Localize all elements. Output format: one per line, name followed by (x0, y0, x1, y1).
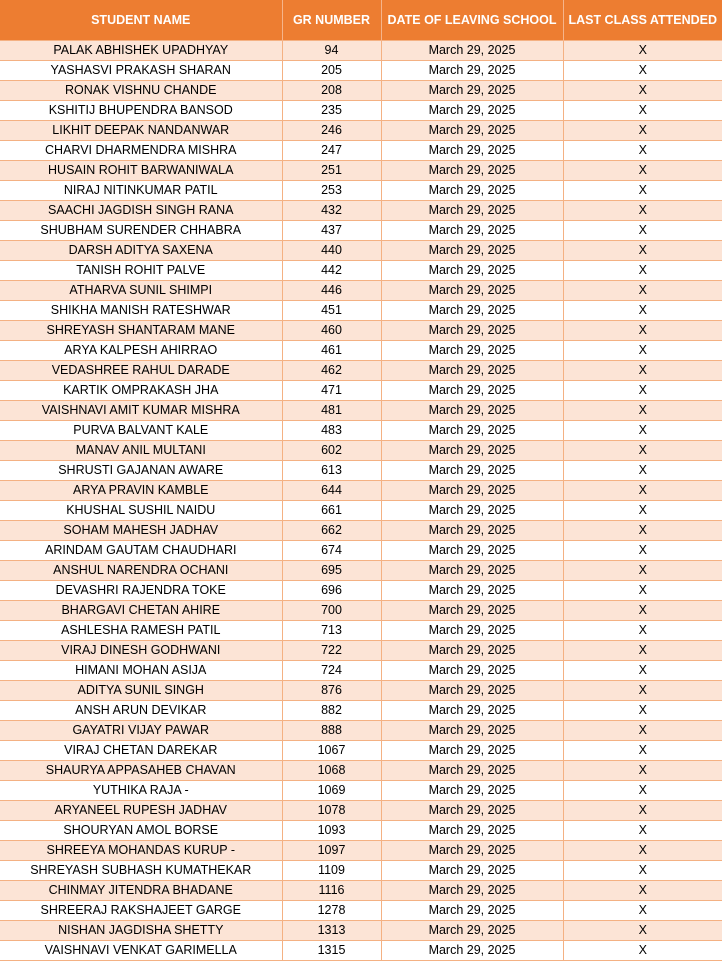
header-student-name: STUDENT NAME (0, 0, 282, 41)
cell-date-of-leaving: March 29, 2025 (381, 861, 563, 881)
table-row (0, 361, 722, 381)
cell-last-class-attended: X (563, 101, 722, 121)
cell-gr-number: 1313 (282, 921, 381, 941)
cell-date-of-leaving: March 29, 2025 (381, 701, 563, 721)
table-row (0, 121, 722, 141)
cell-student-name: LIKHIT DEEPAK NANDANWAR (0, 121, 282, 141)
cell-date-of-leaving: March 29, 2025 (381, 801, 563, 821)
cell-date-of-leaving: March 29, 2025 (381, 761, 563, 781)
cell-student-name: DARSH ADITYA SAXENA (0, 241, 282, 261)
cell-date-of-leaving: March 29, 2025 (381, 601, 563, 621)
cell-gr-number: 876 (282, 681, 381, 701)
cell-last-class-attended: X (563, 381, 722, 401)
cell-student-name: SHREYASH SUBHASH KUMATHEKAR (0, 861, 282, 881)
cell-last-class-attended: X (563, 201, 722, 221)
cell-gr-number: 1069 (282, 781, 381, 801)
cell-last-class-attended: X (563, 821, 722, 841)
cell-student-name: VIRAJ CHETAN DAREKAR (0, 741, 282, 761)
cell-gr-number: 1109 (282, 861, 381, 881)
cell-student-name: VAISHNAVI VENKAT GARIMELLA (0, 941, 282, 961)
table-row (0, 501, 722, 521)
cell-last-class-attended: X (563, 141, 722, 161)
table-row (0, 741, 722, 761)
cell-gr-number: 1067 (282, 741, 381, 761)
cell-date-of-leaving: March 29, 2025 (381, 281, 563, 301)
cell-gr-number: 613 (282, 461, 381, 481)
cell-gr-number: 94 (282, 41, 381, 61)
table-row (0, 41, 722, 61)
table-row (0, 541, 722, 561)
cell-date-of-leaving: March 29, 2025 (381, 641, 563, 661)
cell-gr-number: 253 (282, 181, 381, 201)
cell-gr-number: 602 (282, 441, 381, 461)
cell-date-of-leaving: March 29, 2025 (381, 221, 563, 241)
table-row (0, 481, 722, 501)
cell-gr-number: 722 (282, 641, 381, 661)
table-row (0, 821, 722, 841)
cell-student-name: VEDASHREE RAHUL DARADE (0, 361, 282, 381)
cell-last-class-attended: X (563, 541, 722, 561)
cell-date-of-leaving: March 29, 2025 (381, 581, 563, 601)
cell-date-of-leaving: March 29, 2025 (381, 921, 563, 941)
cell-last-class-attended: X (563, 601, 722, 621)
cell-date-of-leaving: March 29, 2025 (381, 481, 563, 501)
cell-student-name: SHRUSTI GAJANAN AWARE (0, 461, 282, 481)
table-row (0, 941, 722, 961)
cell-gr-number: 1097 (282, 841, 381, 861)
cell-last-class-attended: X (563, 921, 722, 941)
cell-last-class-attended: X (563, 761, 722, 781)
cell-date-of-leaving: March 29, 2025 (381, 241, 563, 261)
table-row (0, 161, 722, 181)
cell-gr-number: 1278 (282, 901, 381, 921)
table-row (0, 661, 722, 681)
cell-student-name: YUTHIKA RAJA - (0, 781, 282, 801)
cell-date-of-leaving: March 29, 2025 (381, 261, 563, 281)
cell-last-class-attended: X (563, 361, 722, 381)
cell-date-of-leaving: March 29, 2025 (381, 841, 563, 861)
cell-gr-number: 1093 (282, 821, 381, 841)
cell-gr-number: 246 (282, 121, 381, 141)
cell-gr-number: 481 (282, 401, 381, 421)
table-row (0, 261, 722, 281)
cell-date-of-leaving: March 29, 2025 (381, 521, 563, 541)
header-date-of-leaving: DATE OF LEAVING SCHOOL (381, 0, 563, 41)
cell-last-class-attended: X (563, 801, 722, 821)
cell-gr-number: 1068 (282, 761, 381, 781)
cell-student-name: KHUSHAL SUSHIL NAIDU (0, 501, 282, 521)
cell-date-of-leaving: March 29, 2025 (381, 461, 563, 481)
cell-last-class-attended: X (563, 341, 722, 361)
cell-last-class-attended: X (563, 41, 722, 61)
cell-last-class-attended: X (563, 701, 722, 721)
table-row (0, 141, 722, 161)
table-row (0, 521, 722, 541)
cell-student-name: ARYA KALPESH AHIRRAO (0, 341, 282, 361)
table-row (0, 61, 722, 81)
cell-gr-number: 695 (282, 561, 381, 581)
table-row (0, 461, 722, 481)
cell-date-of-leaving: March 29, 2025 (381, 881, 563, 901)
cell-last-class-attended: X (563, 861, 722, 881)
cell-date-of-leaving: March 29, 2025 (381, 421, 563, 441)
table-row (0, 781, 722, 801)
cell-date-of-leaving: March 29, 2025 (381, 341, 563, 361)
cell-student-name: SHREYASH SHANTARAM MANE (0, 321, 282, 341)
cell-date-of-leaving: March 29, 2025 (381, 821, 563, 841)
cell-last-class-attended: X (563, 681, 722, 701)
cell-gr-number: 661 (282, 501, 381, 521)
table-row (0, 401, 722, 421)
cell-last-class-attended: X (563, 441, 722, 461)
cell-date-of-leaving: March 29, 2025 (381, 61, 563, 81)
cell-student-name: ADITYA SUNIL SINGH (0, 681, 282, 701)
cell-student-name: NISHAN JAGDISHA SHETTY (0, 921, 282, 941)
cell-date-of-leaving: March 29, 2025 (381, 301, 563, 321)
cell-date-of-leaving: March 29, 2025 (381, 161, 563, 181)
cell-gr-number: 461 (282, 341, 381, 361)
cell-gr-number: 446 (282, 281, 381, 301)
cell-last-class-attended: X (563, 481, 722, 501)
cell-date-of-leaving: March 29, 2025 (381, 681, 563, 701)
table-row (0, 581, 722, 601)
cell-date-of-leaving: March 29, 2025 (381, 621, 563, 641)
cell-student-name: SHAURYA APPASAHEB CHAVAN (0, 761, 282, 781)
cell-student-name: KARTIK OMPRAKASH JHA (0, 381, 282, 401)
cell-student-name: SOHAM MAHESH JADHAV (0, 521, 282, 541)
cell-student-name: KSHITIJ BHUPENDRA BANSOD (0, 101, 282, 121)
table-row (0, 841, 722, 861)
table-row (0, 341, 722, 361)
cell-date-of-leaving: March 29, 2025 (381, 441, 563, 461)
cell-last-class-attended: X (563, 841, 722, 861)
cell-student-name: ASHLESHA RAMESH PATIL (0, 621, 282, 641)
cell-date-of-leaving: March 29, 2025 (381, 901, 563, 921)
cell-gr-number: 1315 (282, 941, 381, 961)
cell-student-name: VIRAJ DINESH GODHWANI (0, 641, 282, 661)
cell-gr-number: 882 (282, 701, 381, 721)
cell-last-class-attended: X (563, 81, 722, 101)
cell-last-class-attended: X (563, 561, 722, 581)
cell-last-class-attended: X (563, 321, 722, 341)
cell-date-of-leaving: March 29, 2025 (381, 941, 563, 961)
cell-last-class-attended: X (563, 221, 722, 241)
cell-date-of-leaving: March 29, 2025 (381, 201, 563, 221)
cell-last-class-attended: X (563, 261, 722, 281)
cell-last-class-attended: X (563, 941, 722, 961)
cell-last-class-attended: X (563, 61, 722, 81)
cell-student-name: PALAK ABHISHEK UPADHYAY (0, 41, 282, 61)
table-row (0, 241, 722, 261)
table-row (0, 701, 722, 721)
cell-gr-number: 437 (282, 221, 381, 241)
cell-gr-number: 442 (282, 261, 381, 281)
cell-last-class-attended: X (563, 581, 722, 601)
table-row (0, 921, 722, 941)
header-row (0, 0, 722, 41)
cell-last-class-attended: X (563, 501, 722, 521)
cell-date-of-leaving: March 29, 2025 (381, 41, 563, 61)
cell-date-of-leaving: March 29, 2025 (381, 101, 563, 121)
cell-gr-number: 251 (282, 161, 381, 181)
cell-student-name: RONAK VISHNU CHANDE (0, 81, 282, 101)
cell-gr-number: 462 (282, 361, 381, 381)
cell-date-of-leaving: March 29, 2025 (381, 321, 563, 341)
cell-gr-number: 235 (282, 101, 381, 121)
table-row (0, 101, 722, 121)
cell-last-class-attended: X (563, 621, 722, 641)
cell-gr-number: 644 (282, 481, 381, 501)
cell-student-name: BHARGAVI CHETAN AHIRE (0, 601, 282, 621)
cell-student-name: SHOURYAN AMOL BORSE (0, 821, 282, 841)
cell-student-name: SHREERAJ RAKSHAJEET GARGE (0, 901, 282, 921)
table-header (0, 0, 722, 41)
cell-last-class-attended: X (563, 401, 722, 421)
cell-last-class-attended: X (563, 301, 722, 321)
cell-student-name: TANISH ROHIT PALVE (0, 261, 282, 281)
table-row (0, 441, 722, 461)
cell-gr-number: 674 (282, 541, 381, 561)
cell-last-class-attended: X (563, 181, 722, 201)
cell-student-name: ARYANEEL RUPESH JADHAV (0, 801, 282, 821)
header-gr-number: GR NUMBER (282, 0, 381, 41)
cell-student-name: SHREEYA MOHANDAS KURUP - (0, 841, 282, 861)
table-row (0, 681, 722, 701)
header-last-class-attended: LAST CLASS ATTENDED (563, 0, 722, 41)
cell-date-of-leaving: March 29, 2025 (381, 721, 563, 741)
table-row (0, 641, 722, 661)
table-row (0, 181, 722, 201)
cell-date-of-leaving: March 29, 2025 (381, 741, 563, 761)
cell-student-name: ANSHUL NARENDRA OCHANI (0, 561, 282, 581)
cell-student-name: HIMANI MOHAN ASIJA (0, 661, 282, 681)
cell-last-class-attended: X (563, 421, 722, 441)
cell-last-class-attended: X (563, 521, 722, 541)
cell-gr-number: 208 (282, 81, 381, 101)
cell-student-name: VAISHNAVI AMIT KUMAR MISHRA (0, 401, 282, 421)
cell-gr-number: 1116 (282, 881, 381, 901)
table-row (0, 81, 722, 101)
table-row (0, 201, 722, 221)
cell-student-name: ANSH ARUN DEVIKAR (0, 701, 282, 721)
cell-date-of-leaving: March 29, 2025 (381, 181, 563, 201)
table-row (0, 421, 722, 441)
cell-gr-number: 696 (282, 581, 381, 601)
table-row (0, 301, 722, 321)
cell-date-of-leaving: March 29, 2025 (381, 361, 563, 381)
cell-student-name: CHARVI DHARMENDRA MISHRA (0, 141, 282, 161)
cell-student-name: NIRAJ NITINKUMAR PATIL (0, 181, 282, 201)
cell-student-name: CHINMAY JITENDRA BHADANE (0, 881, 282, 901)
cell-gr-number: 451 (282, 301, 381, 321)
cell-last-class-attended: X (563, 281, 722, 301)
cell-gr-number: 440 (282, 241, 381, 261)
cell-last-class-attended: X (563, 661, 722, 681)
cell-gr-number: 724 (282, 661, 381, 681)
table-row (0, 561, 722, 581)
table-row (0, 901, 722, 921)
cell-gr-number: 471 (282, 381, 381, 401)
cell-gr-number: 460 (282, 321, 381, 341)
cell-last-class-attended: X (563, 721, 722, 741)
cell-student-name: GAYATRI VIJAY PAWAR (0, 721, 282, 741)
cell-student-name: DEVASHRI RAJENDRA TOKE (0, 581, 282, 601)
cell-student-name: ATHARVA SUNIL SHIMPI (0, 281, 282, 301)
cell-date-of-leaving: March 29, 2025 (381, 781, 563, 801)
cell-gr-number: 205 (282, 61, 381, 81)
cell-student-name: MANAV ANIL MULTANI (0, 441, 282, 461)
cell-gr-number: 247 (282, 141, 381, 161)
cell-student-name: HUSAIN ROHIT BARWANIWALA (0, 161, 282, 181)
cell-last-class-attended: X (563, 241, 722, 261)
table-row (0, 881, 722, 901)
cell-student-name: YASHASVI PRAKASH SHARAN (0, 61, 282, 81)
table-row (0, 621, 722, 641)
cell-gr-number: 662 (282, 521, 381, 541)
cell-student-name: SHUBHAM SURENDER CHHABRA (0, 221, 282, 241)
cell-last-class-attended: X (563, 461, 722, 481)
cell-last-class-attended: X (563, 901, 722, 921)
cell-date-of-leaving: March 29, 2025 (381, 501, 563, 521)
cell-last-class-attended: X (563, 881, 722, 901)
cell-date-of-leaving: March 29, 2025 (381, 661, 563, 681)
cell-student-name: ARINDAM GAUTAM CHAUDHARI (0, 541, 282, 561)
cell-gr-number: 888 (282, 721, 381, 741)
cell-gr-number: 713 (282, 621, 381, 641)
cell-gr-number: 700 (282, 601, 381, 621)
cell-date-of-leaving: March 29, 2025 (381, 561, 563, 581)
cell-gr-number: 1078 (282, 801, 381, 821)
table-row (0, 321, 722, 341)
cell-last-class-attended: X (563, 741, 722, 761)
cell-last-class-attended: X (563, 641, 722, 661)
cell-student-name: PURVA BALVANT KALE (0, 421, 282, 441)
table-body (0, 41, 722, 961)
cell-date-of-leaving: March 29, 2025 (381, 541, 563, 561)
cell-last-class-attended: X (563, 781, 722, 801)
cell-last-class-attended: X (563, 161, 722, 181)
table-row (0, 221, 722, 241)
cell-date-of-leaving: March 29, 2025 (381, 381, 563, 401)
table-row (0, 761, 722, 781)
cell-gr-number: 432 (282, 201, 381, 221)
cell-student-name: ARYA PRAVIN KAMBLE (0, 481, 282, 501)
cell-student-name: SAACHI JAGDISH SINGH RANA (0, 201, 282, 221)
table-row (0, 381, 722, 401)
table-row (0, 801, 722, 821)
cell-student-name: SHIKHA MANISH RATESHWAR (0, 301, 282, 321)
cell-date-of-leaving: March 29, 2025 (381, 141, 563, 161)
table-row (0, 281, 722, 301)
table-row (0, 861, 722, 881)
table-row (0, 601, 722, 621)
cell-date-of-leaving: March 29, 2025 (381, 401, 563, 421)
cell-last-class-attended: X (563, 121, 722, 141)
cell-date-of-leaving: March 29, 2025 (381, 81, 563, 101)
cell-date-of-leaving: March 29, 2025 (381, 121, 563, 141)
cell-gr-number: 483 (282, 421, 381, 441)
table-row (0, 721, 722, 741)
